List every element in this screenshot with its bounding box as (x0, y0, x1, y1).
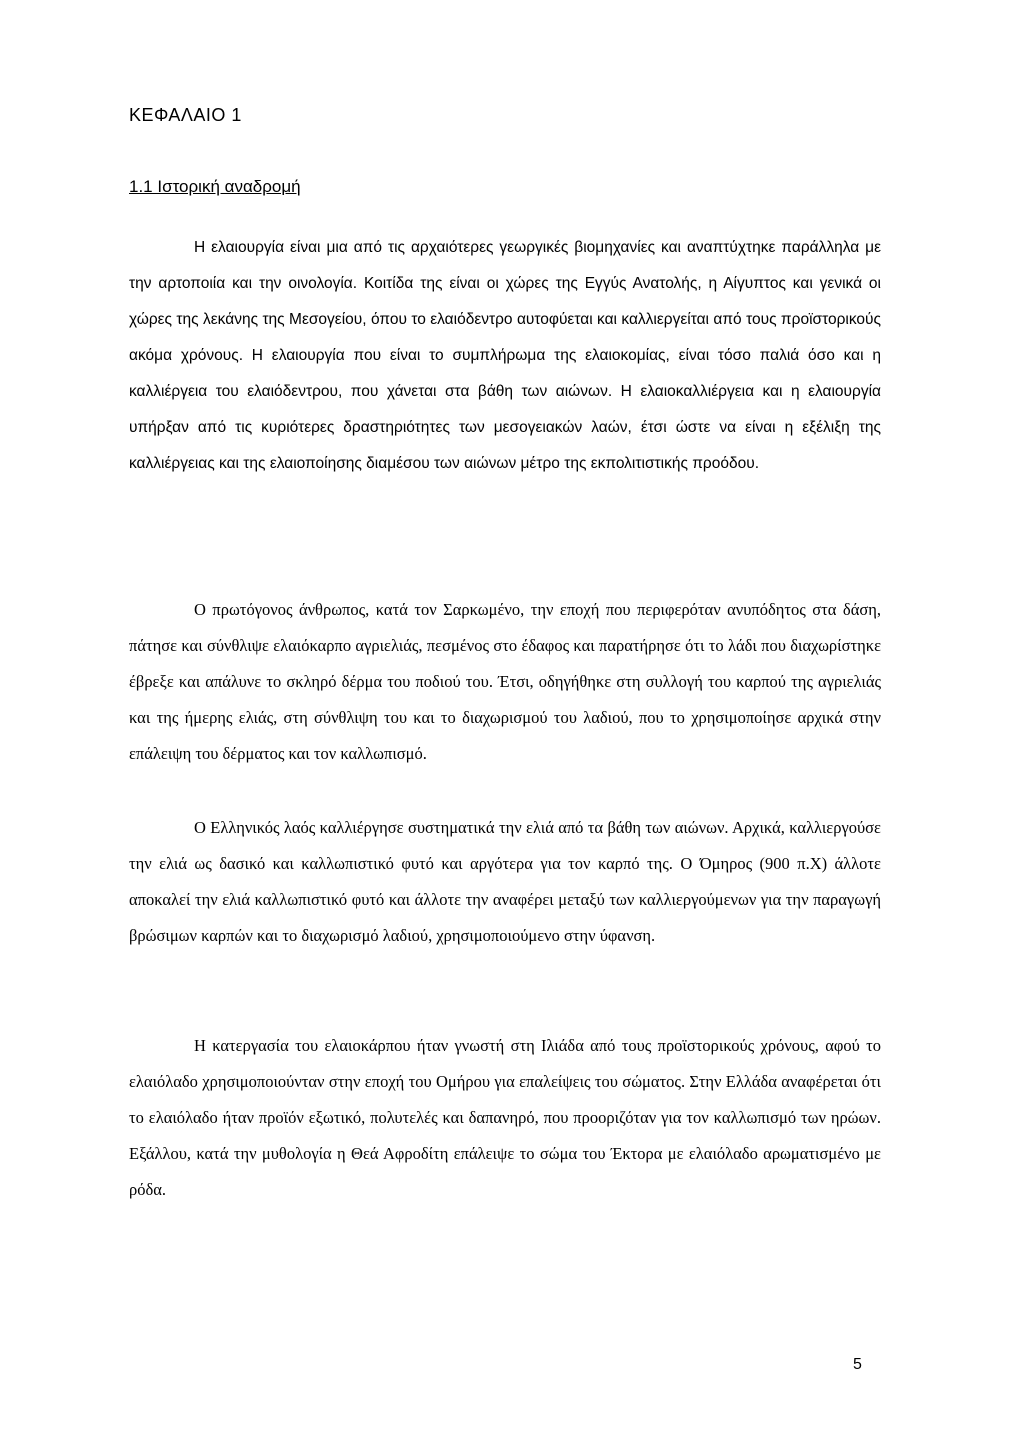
paragraph: Η ελαιουργία είναι μια από τις αρχαιότερες γεωργικές βιομηχανίες και αναπτύχτηκε παράλληλα με την αρτοποιία και την οινολογία. Κοιτίδα της είναι οι χώρες της Εγγύς Ανατολής, η Αίγυπτος και γενικά οι χώρες της λεκάνης της Μεσογείου, όπου το ελαιόδεντρο αυτοφύεται και καλλιεργείται από τους προϊστορικούς ακόμα χρόνους. Η ελαιουργία που είναι το συμπλήρωμα της ελαιοκομίας, είναι τόσο παλιά όσο και η καλλιέργεια του ελαιόδεντρου, που χάνεται στα βάθη των αιώνων. Η ελαιοκαλλιέργεια και η ελαιουργία υπήρξαν από τις κυριότερες δραστηριότητες των μεσογειακών λαών, έτσι ώστε να είναι η εξέλιξη της καλλιέργειας και της ελαιοποίησης διαμέσου των αιώνων μέτρο της εκπολιτιστικής προόδου. (129, 239, 881, 472)
paragraph: Ο Ελληνικός λαός καλλιέργησε συστηματικά την ελιά από τα βάθη των αιώνων. Αρχικά, καλλιεργούσε την ελιά ως δασικό και καλλωπιστικό φυτό και αργότερα για τον καρπό της. Ο Όμηρος (900 π.Χ) άλλοτε αποκαλεί την ελιά καλλωπιστικό φυτό και άλλοτε την αναφέρει μεταξύ των καλλιεργούμενων για την παραγωγή βρώσιμων καρπών και το διαχωρισμό λαδιού, χρησιμοποιούμενο στην ύφανση. (129, 818, 881, 945)
section-heading: 1.1 Ιστορική αναδρομή (129, 177, 301, 196)
paragraph-2-block (129, 592, 881, 772)
page-number: 5 (853, 1356, 862, 1373)
paragraph: Η κατεργασία του ελαιοκάρπου ήταν γνωστή στη Ιλιάδα από τους προϊστορικούς χρόνους, αφού το ελαιόλαδο χρησιμοποιούνταν στην εποχή του Ομήρου για επαλείψεις του σώματος. Στην Ελλάδα αναφέρεται ότι το ελαιόλαδο ήταν προϊόν εξωτικό, πολυτελές και δαπανηρό, που προοριζόταν για τον καλλωπισμό των ηρώων. Εξάλλου, κατά την μυθολογία η Θεά Αφροδίτη επάλειψε το σώμα του Έκτορα με ελαιόλαδο αρωματισμένο με ρόδα. (129, 1036, 881, 1199)
paragraph-1-block (129, 230, 881, 482)
paragraph-4-block (129, 1028, 881, 1208)
paragraph-3-block (129, 810, 881, 954)
paragraph: Ο πρωτόγονος άνθρωπος, κατά τον Σαρκωμένο, την εποχή που περιφερόταν ανυπόδητος στα δάση, πάτησε και σύνθλιψε ελαιόκαρπο αγριελιάς, πεσμένος στο έδαφος και παρατήρησε ότι το λάδι που διαχωρίστηκε έβρεξε και απάλυνε το σκληρό δέρμα του ποδιού του. Έτσι, οδηγήθηκε στη συλλογή του καρπού της αγριελιάς και της ήμερης ελιάς, στη σύνθλιψη του και το διαχωρισμού του λαδιού, που το χρησιμοποίησε αρχικά στην επάλειψη του δέρματος και τον καλλωπισμό. (129, 600, 881, 763)
chapter-title: ΚΕΦΑΛΑΙΟ 1 (129, 105, 242, 125)
